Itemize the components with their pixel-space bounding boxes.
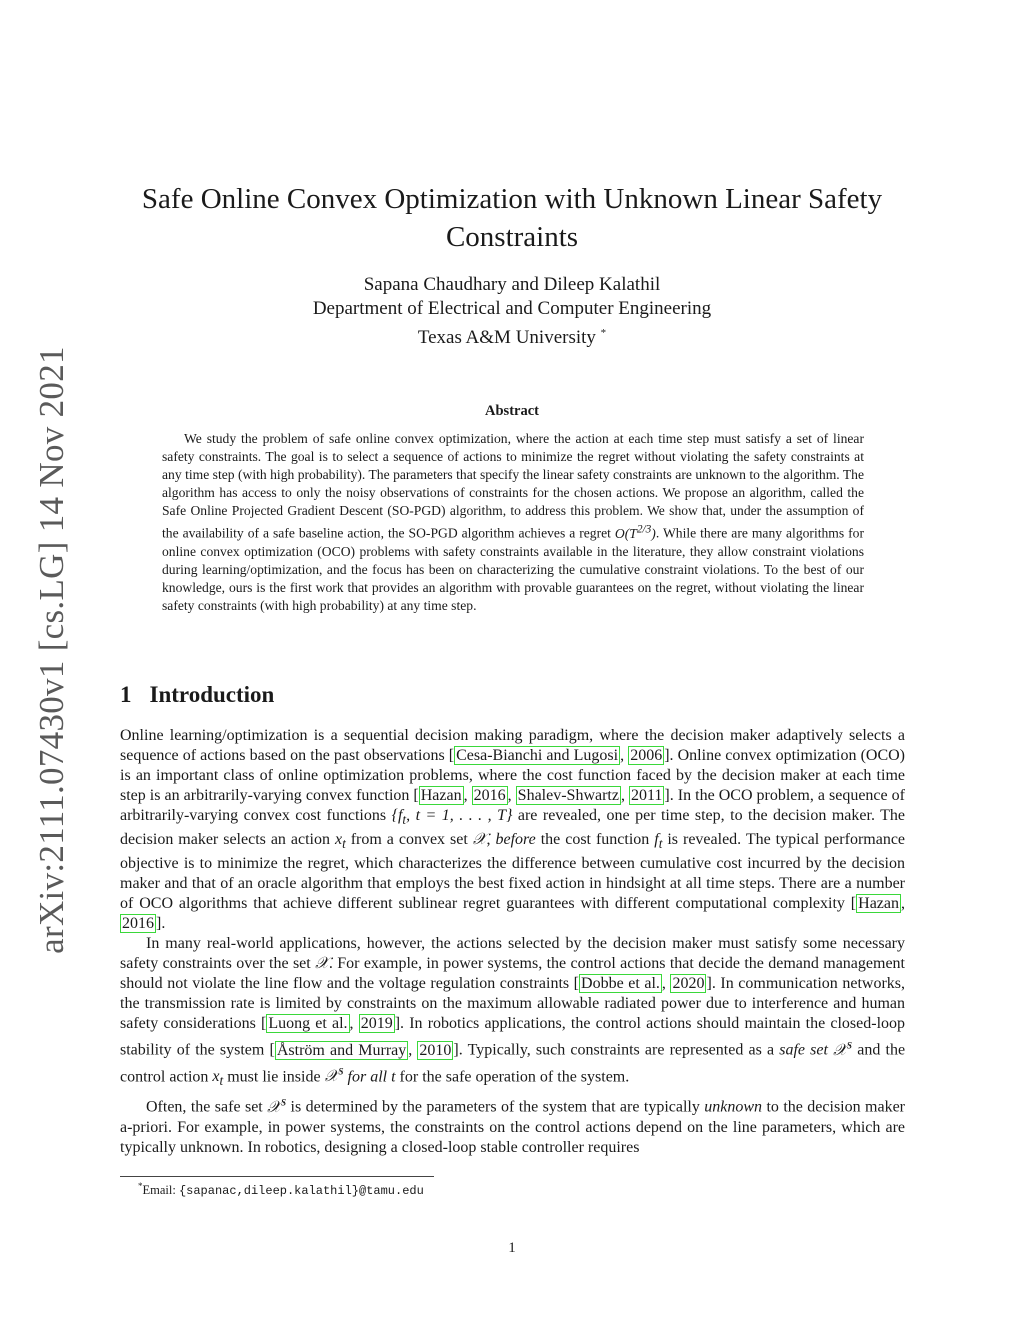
- text-span: to the decision maker a-priori. For example, in power systems, the constraints on the control actions depend on the line parameters, which are typically unknown. In robotics, designing a closed-loop stable controller requires: [120, 1098, 906, 1156]
- citation-link[interactable]: 2011: [631, 787, 663, 804]
- text-span: and the control action: [120, 1041, 906, 1086]
- text-span: ]. Online convex optimization (OCO) is an important class of online optimization problems, where the cost function faced by the decision maker at each time step is an arbitrarily-varying convex function [: [120, 747, 906, 804]
- citation-link[interactable]: 2016: [473, 787, 506, 804]
- abstract-text-2: . While there are many algorithms for online convex optimization (OCO) problems with safety constraints available in the literature, they allow constraint violations during learning/optimization, and the focus has been on characterizing the cumulative constraint violations. To the best of our knowledge, ours is the first work that provides an algorithm with provable guarantees on the regret, without violating the linear safety constraints (with high probability) at any time step.: [162, 526, 864, 614]
- paragraph-1: Online learning/optimization is a sequential decision making paradigm, where the decision maker adaptively selects a sequence of actions based on the past observations [ Cesa-Bianchi and Lugosi , 2006 ]. Online convex optimization (OCO) is an important class of online optimization problems, where the cost function faced by the decision maker at each time step is an arbitrarily-varying convex function [ Hazan , 2016 , Shalev-Shwartz , 2011 ]. In the OCO problem, a sequence of arbitrarily-varying convex cost functions {$f_t$, t = 1, . . . , T} are revealed, one per time step, to the decision maker. The decision maker selects an action $x_t$ from a convex set 𝒳, before the cost function $f_t$ is revealed. The typical performance objective is to minimize the regret, which characterizes the difference between cumulative cost incurred by the decision maker and that of an oracle algorithm that employs the best fixed action in hindsight at all time steps. There are a number of OCO algorithms that achieve different sublinear regret guarantees with different computational complexity [ Hazan , 2016 ].: [120, 727, 906, 933]
- math-inline: [391, 807, 513, 828]
- citation-link[interactable]: 2010: [419, 1041, 452, 1059]
- text-span: for the safe operation of the system.: [395, 1068, 630, 1086]
- regret-exponent: 2/3: [636, 523, 652, 536]
- footnote-marker: *: [600, 327, 607, 339]
- author-department: Department of Electrical and Computer Engineering: [312, 298, 712, 319]
- text-span: ]. In robotics applications, the control actions should maintain the closed-loop stability of the system [: [120, 1015, 906, 1059]
- text-span: ]. In the OCO problem, a sequence of arbitrarily-varying convex cost functions: [120, 787, 905, 824]
- math-part: 𝒳: [833, 1041, 847, 1059]
- citation-link[interactable]: Hazan: [858, 895, 899, 913]
- introduction-body: [120, 726, 905, 1158]
- text-span: ]. Typically, such constraints are represented as a: [453, 1041, 780, 1059]
- citation-link[interactable]: Luong et al.: [268, 1015, 348, 1033]
- math-sub: t: [402, 812, 407, 828]
- citation-link[interactable]: 2006: [630, 747, 663, 764]
- math-inline: [267, 1093, 287, 1116]
- text-span: the cost function: [535, 831, 655, 849]
- author-block: [120, 273, 904, 350]
- citation-link[interactable]: Shalev-Shwartz: [517, 787, 619, 804]
- text-span: Online learning/optimization is a sequential decision making paradigm, where the decision maker adaptively selects a sequence of actions based on the past observations [: [120, 727, 905, 764]
- text-span: Often, the safe set: [146, 1098, 268, 1116]
- footnote-label: Email:: [142, 1183, 179, 1197]
- regret-base: O(T: [614, 526, 637, 541]
- regret-close: ): [651, 526, 656, 541]
- footnote-mark: *: [138, 1181, 143, 1191]
- author-university: Texas A&M University: [417, 327, 596, 348]
- citation-link[interactable]: 2016: [122, 915, 154, 933]
- abstract-text-1: We study the problem of safe online convex optimization, where the action at each time step must satisfy a set of linear safety constraints. The goal is to select a sequence of actions to minimize the regret without violating the safety constraints at any time step (with high probability). The parameters that specify the linear safety constraints are unknown to the algorithm. The algorithm has access to only the noisy observations of constraints for the chosen actions. We propose an algorithm, called the Safe Online Projected Gradient Descent (SO-PGD) algorithm, to address this problem. We show that, under the assumption of the availability of a safe baseline action, the SO-PGD algorithm achieves a regret: [162, 431, 864, 541]
- paper-title: Safe Online Convex Optimization with Unknown Linear Safety Constraints: [141, 183, 883, 253]
- math-sub: t: [219, 1073, 224, 1089]
- citation-link[interactable]: 2019: [360, 1015, 393, 1033]
- text-span: . For example, in power systems, the control actions that decide the demand management should not violate the line flow and the voltage regulation constraints [: [120, 955, 906, 993]
- citation-link[interactable]: Åström and Murray: [276, 1041, 407, 1059]
- section-number: 1: [120, 682, 132, 707]
- math-part: , t = 1, . . . , T}: [406, 807, 513, 824]
- paragraph-2: In many real-world applications, however, the actions selected by the decision maker must satisfy some necessary safety constraints over the set 𝒳. For example, in power systems, the control actions that decide the demand management should not violate the line flow and the voltage regulation constraints [ Dobbe et al. , 2020 ]. In communication networks, the transmission rate is limited by constraints on the maximum allowable radiated power due to interference and human safety considerations [ Luong et al. , 2019 ]. In robotics applications, the control actions should maintain the closed-loop stability of the system [ Åström and Murray , 2010 ]. Typically, such constraints are represented as a safe set 𝒳$^s$ and the control action $x_t$ must lie inside 𝒳$^s$ for all t for the safe operation of the system.: [120, 935, 906, 1089]
- math-sup: s: [280, 1093, 287, 1109]
- math-inline: 𝒳: [315, 955, 329, 973]
- citation-link[interactable]: Hazan: [420, 787, 462, 804]
- emphasis: safe set: [779, 1041, 828, 1059]
- emphasis: for all: [347, 1068, 388, 1086]
- footnote: [138, 1181, 424, 1198]
- math-part: x: [212, 1068, 220, 1086]
- citation-link[interactable]: 2020: [672, 975, 705, 993]
- text-span: ]. In communication networks, the transmission rate is limited by constraints on the maximum allowable radiated power due to interference and human safety considerations [: [120, 975, 906, 1033]
- math-sup: s: [846, 1036, 853, 1052]
- text-span: is determined by the parameters of the system that are typically: [286, 1098, 705, 1116]
- text-span: ,: [486, 831, 496, 849]
- section-heading-introduction: [120, 682, 274, 708]
- math-inline: [212, 1068, 224, 1089]
- text-span: In many real-world applications, however, the actions selected by the decision maker must satisfy some necessary safety constraints over the set: [120, 935, 905, 973]
- math-inline: [833, 1036, 853, 1059]
- math-inline: t: [391, 1068, 396, 1086]
- math-inline: [334, 831, 346, 852]
- emphasis: unknown: [704, 1098, 763, 1116]
- math-sup: s: [338, 1062, 344, 1078]
- citation-link[interactable]: Cesa-Bianchi and Lugosi: [456, 747, 619, 764]
- text-span: from a convex set: [345, 831, 473, 849]
- section-title: Introduction: [149, 682, 275, 707]
- math-part: x: [334, 831, 343, 849]
- author-affiliation: [120, 321, 904, 350]
- footnote-email[interactable]: {sapanac,dileep.kalathil}@tamu.edu: [178, 1184, 424, 1198]
- text-span: are revealed, one per time step, to the decision maker. The decision maker selects an action: [120, 807, 905, 849]
- text-span: must lie inside: [223, 1068, 325, 1086]
- text-span: ].: [156, 915, 166, 933]
- paragraph-3: [120, 1091, 905, 1157]
- math-sub: t: [658, 836, 663, 852]
- arxiv-identifier-stamp: arXiv:2111.07430v1 [cs.LG] 14 Nov 2021: [32, 346, 71, 954]
- math-part: 𝒳: [324, 1068, 339, 1086]
- regret-math: [614, 523, 656, 541]
- math-part: {f: [391, 807, 403, 824]
- footnote-divider: [120, 1176, 434, 1177]
- citation-link[interactable]: Dobbe et al.: [581, 975, 660, 993]
- math-inline: 𝒳: [472, 831, 487, 849]
- math-sub: t: [342, 836, 346, 852]
- text-span: is revealed. The typical performance objective is to minimize the regret, which characterizes the difference between cumulative cost incurred by the decision maker and that of an oracle algorithm that employs the best fixed action in hindsight at all time steps. There are a number of OCO algorithms that achieve different sublinear regret guarantees with different computational complexity [: [120, 831, 906, 913]
- math-part: f: [654, 831, 659, 849]
- emphasis: before: [495, 831, 536, 849]
- abstract-heading: Abstract: [485, 403, 539, 419]
- author-names: Sapana Chaudhary and Dileep Kalathil: [363, 274, 661, 295]
- abstract-body: [162, 430, 864, 615]
- page-number: 1: [508, 1240, 516, 1256]
- math-inline: [324, 1062, 344, 1086]
- math-part: 𝒳: [267, 1098, 281, 1116]
